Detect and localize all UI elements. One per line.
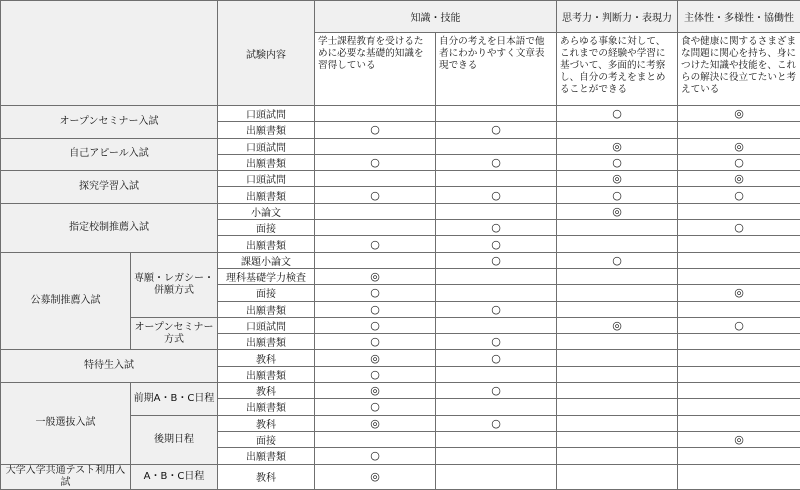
mark-circle: ○ (436, 236, 557, 252)
method-cell: 小論文 (218, 203, 315, 219)
mark-circle: ○ (436, 154, 557, 170)
mark-double: ◎ (557, 171, 678, 187)
method-cell: 口頭試問 (218, 317, 315, 333)
exam-general: 一般選抜入試 (1, 383, 131, 464)
mark-circle: ○ (315, 187, 436, 203)
mark-circle: ○ (678, 154, 800, 170)
exam-self-appeal: 自己アピール入試 (1, 138, 218, 171)
mark-double: ◎ (315, 383, 436, 399)
subtype-open-seminar: オープンセミナー方式 (131, 317, 218, 350)
table-row (1, 383, 800, 399)
mark-circle: ○ (436, 252, 557, 268)
method-cell: 面接 (218, 220, 315, 236)
corner-cell (1, 1, 218, 106)
method-cell: 口頭試問 (218, 171, 315, 187)
method-cell: 出願書類 (218, 187, 315, 203)
method-cell: 教科 (218, 350, 315, 366)
mark-circle: ○ (557, 106, 678, 122)
mark-circle: ○ (557, 252, 678, 268)
knowledge-desc-2: 自分の考えを日本語で他者にわかりやすく文章表現できる (436, 33, 557, 106)
table-row (1, 171, 800, 187)
mark-circle: ○ (315, 317, 436, 333)
exam-designated: 指定校制推薦入試 (1, 203, 218, 252)
subtype-abc: A・B・C日程 (131, 464, 218, 489)
exam-special: 特待生入試 (1, 350, 218, 383)
mark-circle: ○ (436, 301, 557, 317)
method-cell: 出願書類 (218, 236, 315, 252)
mark-circle: ○ (315, 122, 436, 138)
mark-circle: ○ (315, 366, 436, 382)
method-cell: 出願書類 (218, 122, 315, 138)
mark-double: ◎ (678, 106, 800, 122)
mark-double: ◎ (678, 138, 800, 154)
subtype-early: 前期A・B・C日程 (131, 383, 218, 416)
attitude-header: 主体性・多様性・協働性 (678, 1, 800, 33)
method-cell: 理科基礎学力検査 (218, 268, 315, 284)
method-cell: 出願書類 (218, 448, 315, 464)
table-row (1, 106, 800, 122)
exam-common-test: 大学入学共通テスト利用入試 (1, 464, 131, 489)
mark-circle: ○ (436, 122, 557, 138)
table-row (1, 203, 800, 219)
method-cell: 出願書類 (218, 366, 315, 382)
thinking-desc: あらゆる事象に対して、これまでの経験や学習に基づいて、多面的に考察し、自分の考えをまとめることができる (557, 33, 678, 106)
exam-open-seminar: オープンセミナー入試 (1, 106, 218, 139)
mark-circle: ○ (436, 220, 557, 236)
knowledge-skills-header: 知識・技能 (315, 1, 557, 33)
method-cell: 面接 (218, 285, 315, 301)
mark-circle: ○ (315, 301, 436, 317)
method-cell: 出願書類 (218, 154, 315, 170)
method-cell: 口頭試問 (218, 138, 315, 154)
mark-double: ◎ (315, 350, 436, 366)
method-cell: 出願書類 (218, 399, 315, 415)
mark-circle: ○ (315, 448, 436, 464)
method-cell: 面接 (218, 431, 315, 447)
mark-double: ◎ (315, 268, 436, 284)
mark-double: ◎ (315, 415, 436, 431)
table-row (1, 138, 800, 154)
mark-circle: ○ (315, 334, 436, 350)
mark-circle: ○ (436, 383, 557, 399)
mark-circle: ○ (557, 154, 678, 170)
mark-double: ◎ (557, 317, 678, 333)
exam-content-header: 試験内容 (218, 1, 315, 106)
subtype-senkan: 専願・レガシー・併願方式 (131, 252, 218, 317)
mark-double: ◎ (557, 138, 678, 154)
subtype-late: 後期日程 (131, 415, 218, 464)
thinking-header: 思考力・判断力・表現力 (557, 1, 678, 33)
method-cell: 教科 (218, 464, 315, 489)
knowledge-desc-1: 学士課程教育を受けるために必要な基礎的知識を習得している (315, 33, 436, 106)
mark-circle: ○ (436, 334, 557, 350)
mark-circle: ○ (436, 350, 557, 366)
method-cell: 出願書類 (218, 301, 315, 317)
mark-double: ◎ (678, 171, 800, 187)
method-cell: 教科 (218, 415, 315, 431)
mark-circle: ○ (678, 317, 800, 333)
method-cell: 出願書類 (218, 334, 315, 350)
mark-double: ◎ (315, 464, 436, 489)
exam-inquiry: 探究学習入試 (1, 171, 218, 204)
mark-circle: ○ (678, 220, 800, 236)
mark-circle: ○ (315, 399, 436, 415)
table-row (1, 464, 800, 489)
mark-circle: ○ (315, 285, 436, 301)
mark-circle: ○ (436, 415, 557, 431)
table-row (1, 350, 800, 366)
mark-circle: ○ (678, 187, 800, 203)
exam-public: 公募制推薦入試 (1, 252, 131, 350)
method-cell: 教科 (218, 383, 315, 399)
mark-circle: ○ (315, 154, 436, 170)
method-cell: 口頭試問 (218, 106, 315, 122)
attitude-desc: 食や健康に関するさまざまな問題に関心を持ち、身につけた知識や技能を、これらの解決に役立てたいと考えている (678, 33, 800, 106)
table-row (1, 252, 800, 268)
mark-circle: ○ (557, 187, 678, 203)
mark-double: ◎ (678, 431, 800, 447)
mark-circle: ○ (436, 187, 557, 203)
mark-double: ◎ (557, 203, 678, 219)
mark-double: ◎ (678, 285, 800, 301)
mark-circle: ○ (315, 236, 436, 252)
method-cell: 課題小論文 (218, 252, 315, 268)
